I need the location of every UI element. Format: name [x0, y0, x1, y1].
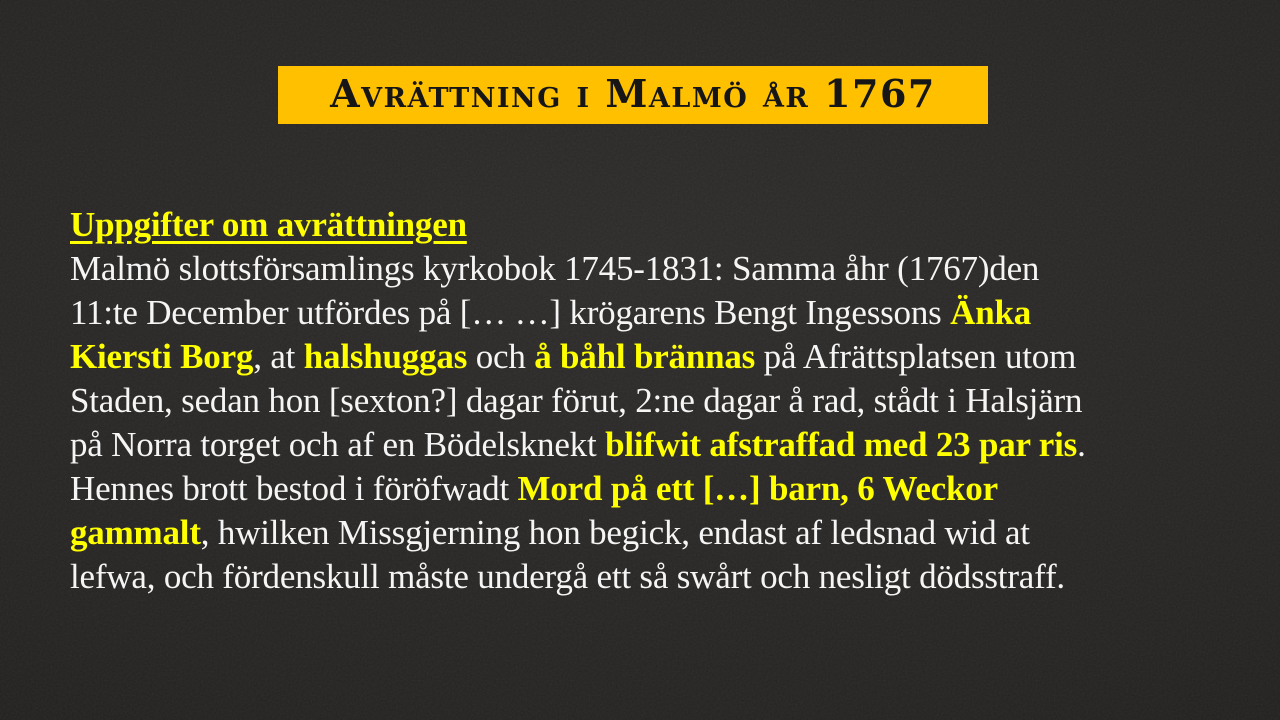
- body-lines: [70, 247, 1230, 599]
- plain-text: lefwa, och fördenskull måste undergå ett så swårt och nesligt dödsstraff.: [70, 557, 1065, 596]
- text-line: [70, 511, 1230, 555]
- highlighted-text: Änka: [950, 293, 1032, 332]
- heading-line: [70, 203, 1230, 247]
- plain-text: , at: [253, 337, 304, 376]
- highlighted-text: gammalt: [70, 513, 201, 552]
- plain-text: på Norra torget och af en Bödelsknekt: [70, 425, 606, 464]
- plain-text: på Afrättsplatsen utom: [755, 337, 1077, 376]
- plain-text: .: [1077, 425, 1086, 464]
- slide-title: Avrättning i Malmö år 1767: [330, 70, 936, 116]
- text-line: [70, 423, 1230, 467]
- plain-text: Hennes brott bestod i föröfwadt: [70, 469, 518, 508]
- plain-text: , hwilken Missgjerning hon begick, endast af ledsnad wid at: [200, 513, 1030, 552]
- plain-text: och: [467, 337, 535, 376]
- text-line: [70, 335, 1230, 379]
- highlighted-text: Mord på ett […] barn, 6 Weckor: [517, 469, 998, 508]
- plain-text: Malmö slottsförsamlings kyrkobok 1745-1831: Samma åhr (1767)den: [70, 249, 1040, 288]
- text-line: [70, 555, 1230, 599]
- text-line: [70, 291, 1230, 335]
- text-line: [70, 247, 1230, 291]
- highlighted-text: halshuggas: [303, 337, 468, 376]
- text-line: [70, 467, 1230, 511]
- plain-text: Staden, sedan hon [sexton?] dagar förut, 2:ne dagar å rad, stådt i Halsjärn: [70, 381, 1083, 420]
- text-line: [70, 379, 1230, 423]
- highlighted-text: Kiersti Borg: [70, 337, 254, 376]
- highlighted-text: blifwit afstraffad med 23 par ris: [605, 425, 1078, 464]
- body-text-block: [70, 203, 1230, 599]
- section-heading: Uppgifter om avrättningen: [70, 205, 467, 244]
- highlighted-text: å båhl brännas: [534, 337, 756, 376]
- plain-text: 11:te December utfördes på [… …] krögarens Bengt Ingessons: [70, 293, 951, 332]
- title-banner: [278, 66, 988, 124]
